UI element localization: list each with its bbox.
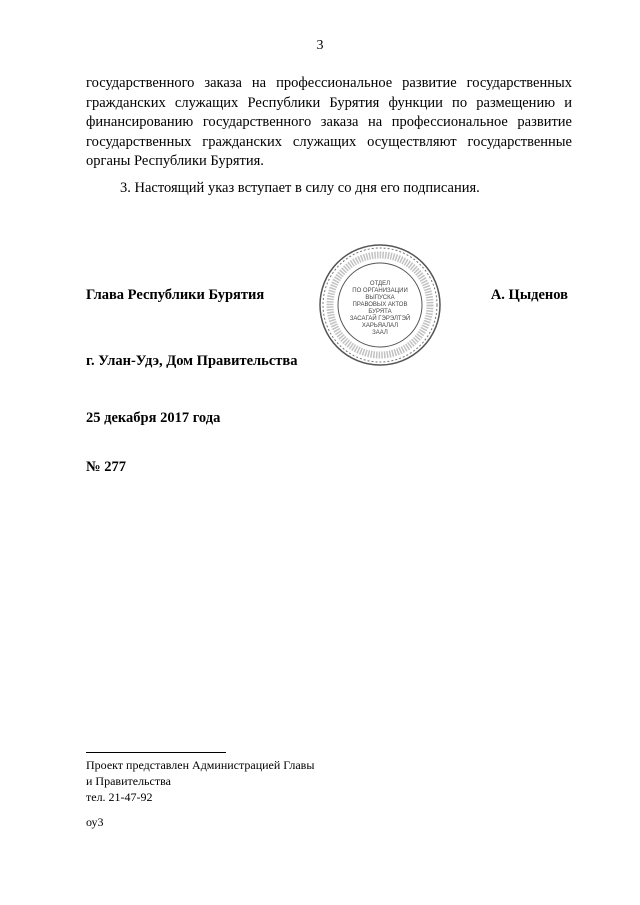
- footnote: [86, 757, 314, 805]
- svg-text:ПО ОРГАНИЗАЦИИ: ПО ОРГАНИЗАЦИИ: [352, 288, 408, 294]
- official-stamp-seal: [318, 243, 442, 372]
- svg-text:ОТДЕЛ: ОТДЕЛ: [369, 281, 391, 287]
- footnote-line-2: и Правительства: [86, 774, 171, 788]
- signature-title: Глава Республики Бурятия: [86, 287, 265, 303]
- footnote-line-1: Проект представлен Администрацией Главы: [86, 758, 315, 772]
- executor-initials: оу3: [86, 815, 104, 829]
- svg-text:БУРЯТА: БУРЯТА: [368, 309, 392, 315]
- clause-3: 3. Настоящий указ вступает в силу со дня его подписания.: [120, 180, 480, 196]
- footnote-line-3: тел. 21-47-92: [86, 790, 153, 804]
- stamp-seal-icon: [318, 243, 442, 367]
- signature-name: А. Цыденов: [490, 287, 568, 303]
- footnote-divider: [86, 752, 226, 753]
- issue-place: г. Улан-Удэ, Дом Правительства: [86, 353, 298, 369]
- decree-number: № 277: [86, 459, 126, 475]
- svg-text:ХАРЬЯАЛАЛ: ХАРЬЯАЛАЛ: [361, 323, 399, 329]
- svg-text:ВЫПУСКА: ВЫПУСКА: [365, 295, 395, 301]
- page-number: 3: [316, 38, 324, 53]
- svg-text:ПРАВОВЫХ АКТОВ: ПРАВОВЫХ АКТОВ: [352, 302, 408, 308]
- svg-text:ЗААЛ: ЗААЛ: [372, 330, 388, 336]
- body-paragraph: государственного заказа на профессиональное развитие государственных гражданских служащих Республики Бурятия функции по размещению и финансированию государственного заказа на профессиональное развитие государственных гражданских служащих осуществляют государственные органы Республики Бурятия.: [86, 75, 572, 169]
- svg-text:ЗАСАГАЙ ГЭРЭЛТЭЙ: ЗАСАГАЙ ГЭРЭЛТЭЙ: [349, 316, 411, 322]
- issue-date: 25 декабря 2017 года: [86, 410, 221, 426]
